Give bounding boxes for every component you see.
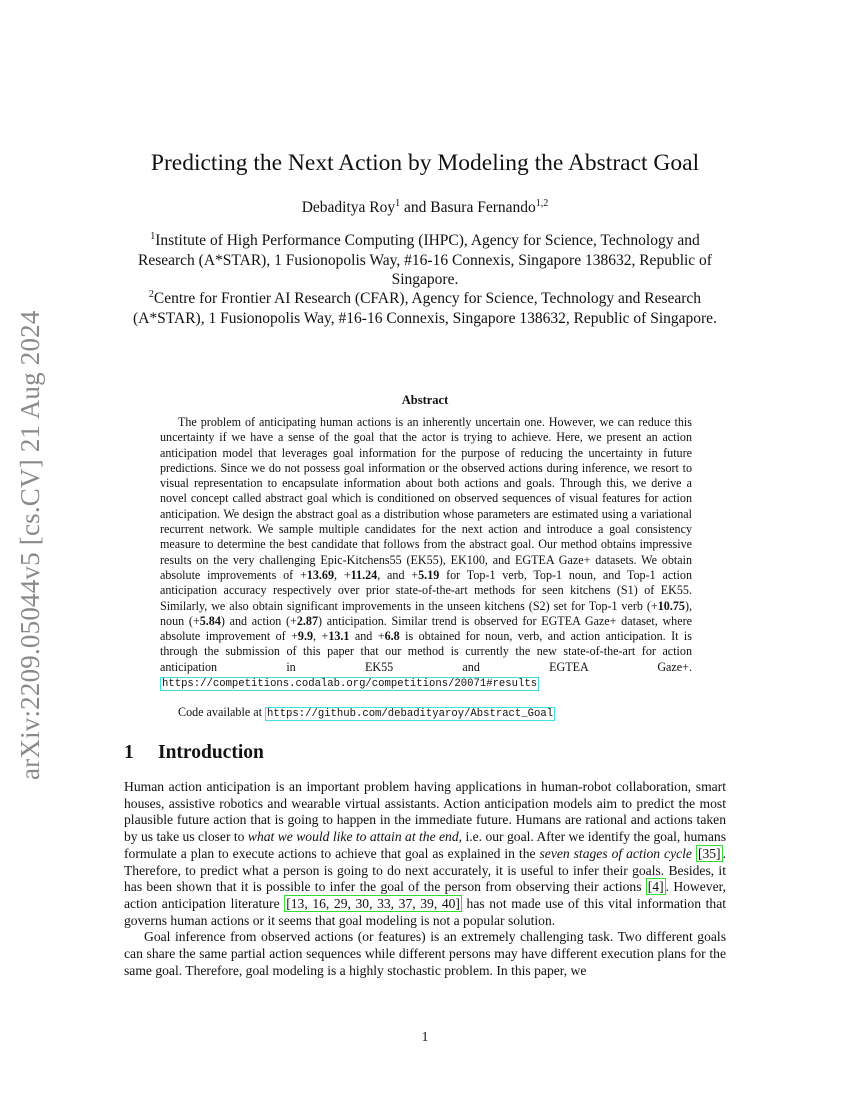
authors	[100, 198, 750, 218]
improvement-value: 10.75	[657, 598, 685, 613]
arxiv-stamp-text: arXiv:2209.05044v5 [cs.CV] 21 Aug 2024	[15, 310, 45, 780]
abstract-text: The problem of anticipating human actions is an inherently uncertain one. However, we can reduce this uncertainty if we have a sense of the goal that the actor is trying to achieve. Here, we present an action anticipation model that leverages goal information for the purpose of reducing the uncertainty in future predictions. Since we do not possess goal information or the observed actions during inference, we resort to visual representation to encapsulate information about both actions and goals. Through this, we derive a novel concept called abstract goal which is conditioned on observed sequences of visual features for action anticipation. We design the abstract goal as a distribution whose parameters are estimated using a variational recurrent network. We sample multiple candidates for the next action and introduce a goal consistency measure to determine the best candidate that follows from the abstract goal. Our method obtains impressive results on the very challenging Epic-Kitchens55 (EK55), EK100, and EGTEA Gaze+ datasets. We obtain absolute improvements of +	[160, 415, 692, 582]
affiliation-1-sup: 1	[150, 230, 156, 242]
intro-text: , i.e. our goal. After we identify the goal, humans formulate a plan to execute actions to achieve that goal as explained in the	[124, 829, 726, 861]
introduction-body	[124, 779, 726, 979]
improvement-value: 13.69	[306, 567, 335, 582]
section-heading	[124, 742, 264, 764]
code-availability	[178, 705, 555, 722]
intro-text: has not made use of this vital information that governs human actions or it seems that goal modeling is not a popular solution.	[124, 895, 727, 928]
intro-paragraph-2: Goal inference from observed actions (or features) is an extremely challenging task. Two different goals can share the same partial action sequences while different persons may have different execution plans for the same goal. Therefore, goal modeling is a highly stochastic problem. In this paper, we	[124, 929, 726, 978]
abstract-text: , +	[313, 629, 329, 644]
abstract-text: , +	[334, 567, 351, 582]
section-number: 1	[124, 742, 134, 763]
citation-link-group[interactable]: [13, 16, 29, 30, 33, 37, 39, 40]	[286, 895, 460, 911]
abstract-heading: Abstract	[401, 393, 449, 407]
improvement-value: 9.9	[297, 629, 314, 644]
improvement-value: 11.24	[350, 567, 378, 582]
authors-and: and	[400, 199, 431, 216]
intro-emphasis: what we would like to attain at the end	[247, 829, 459, 845]
arxiv-stamp	[13, 285, 49, 780]
abstract-text: for Top-1 verb, Top-1 noun, and Top-1 action anticipation accuracy respectively over prior state-of-the-art methods for seen kitchens (S1) of EK55. Similarly, we also obtain significant improvements in the unseen kitchens (S2) set for Top-1 verb (+	[160, 567, 693, 613]
author-1-name: Debaditya Roy	[301, 199, 396, 216]
affiliation-2	[120, 289, 730, 328]
improvement-value: 2.87	[296, 613, 318, 628]
citation-link[interactable]: [35]	[697, 845, 721, 861]
page-number: 1	[421, 1029, 429, 1044]
abstract-text: ) anticipation. Similar trend is observed for EGTEA Gaze+ dataset, where absolute improvement of +	[160, 613, 692, 644]
intro-text: Human action anticipation is an important problem having applications in human-robot collaboration, smart houses, assistive robotics and wearable virtual assistants. Action anticipation models aim to predict the most plausible future action that is going to happen in the immediate future. Humans are rational and actions taken by us take us closer to	[124, 779, 726, 845]
citation-link[interactable]: [4]	[647, 879, 664, 895]
section-title: Introduction	[158, 742, 264, 763]
abstract-text: ) and action (+	[220, 613, 297, 628]
author-2-sup: 1,2	[535, 197, 549, 209]
paper-title: Predicting the Next Action by Modeling the Abstract Goal	[150, 150, 700, 176]
abstract-text: ), noun (+	[160, 598, 692, 628]
improvement-value: 6.8	[384, 629, 400, 644]
code-link[interactable]: https://github.com/debadityaroy/Abstract_Goal	[266, 708, 554, 720]
improvement-value: 5.84	[199, 613, 221, 628]
improvement-value: 5.19	[418, 567, 440, 582]
affiliation-1	[120, 231, 730, 290]
abstract-text: and +	[349, 629, 385, 644]
abstract-body	[160, 415, 692, 692]
improvement-value: 13.1	[328, 629, 350, 644]
affiliation-1-text: Institute of High Performance Computing (IHPC), Agency for Science, Technology and Research (A*STAR), 1 Fusionopolis Way, #16-16 Connexis, Singapore 138632, Republic of Singapore.	[138, 232, 712, 288]
abstract-text: is obtained for noun, verb, and action anticipation. It is through the submission of this paper that our method is currently the new state-of-the-art for action anticipation in EK55 and EGTEA Gaze+.	[160, 629, 692, 674]
results-link[interactable]: https://competitions.codalab.org/competitions/20071#results	[162, 678, 538, 691]
intro-emphasis: seven stages of action cycle	[539, 845, 692, 861]
intro-text: . However, action anticipation literature	[124, 879, 726, 911]
author-2-name: Basura Fernando	[430, 199, 536, 216]
intro-paragraph-1	[124, 779, 726, 929]
intro-text: . Therefore, to predict what a person is going to do next accurately, it is useful to infer their goals. Besides, it has been shown that it is possible to infer the goal of the person from observing their actions	[124, 845, 726, 895]
affiliation-2-text: Centre for Frontier AI Research (CFAR), Agency for Science, Technology and Research (A*STAR), 1 Fusionopolis Way, #16-16 Connexis, Singapore 138632, Republic of Singapore.	[133, 290, 717, 327]
affiliation-2-sup: 2	[148, 288, 154, 300]
author-1-sup: 1	[395, 197, 401, 209]
code-label: Code available at	[178, 705, 265, 719]
abstract-text: , and +	[377, 567, 419, 582]
